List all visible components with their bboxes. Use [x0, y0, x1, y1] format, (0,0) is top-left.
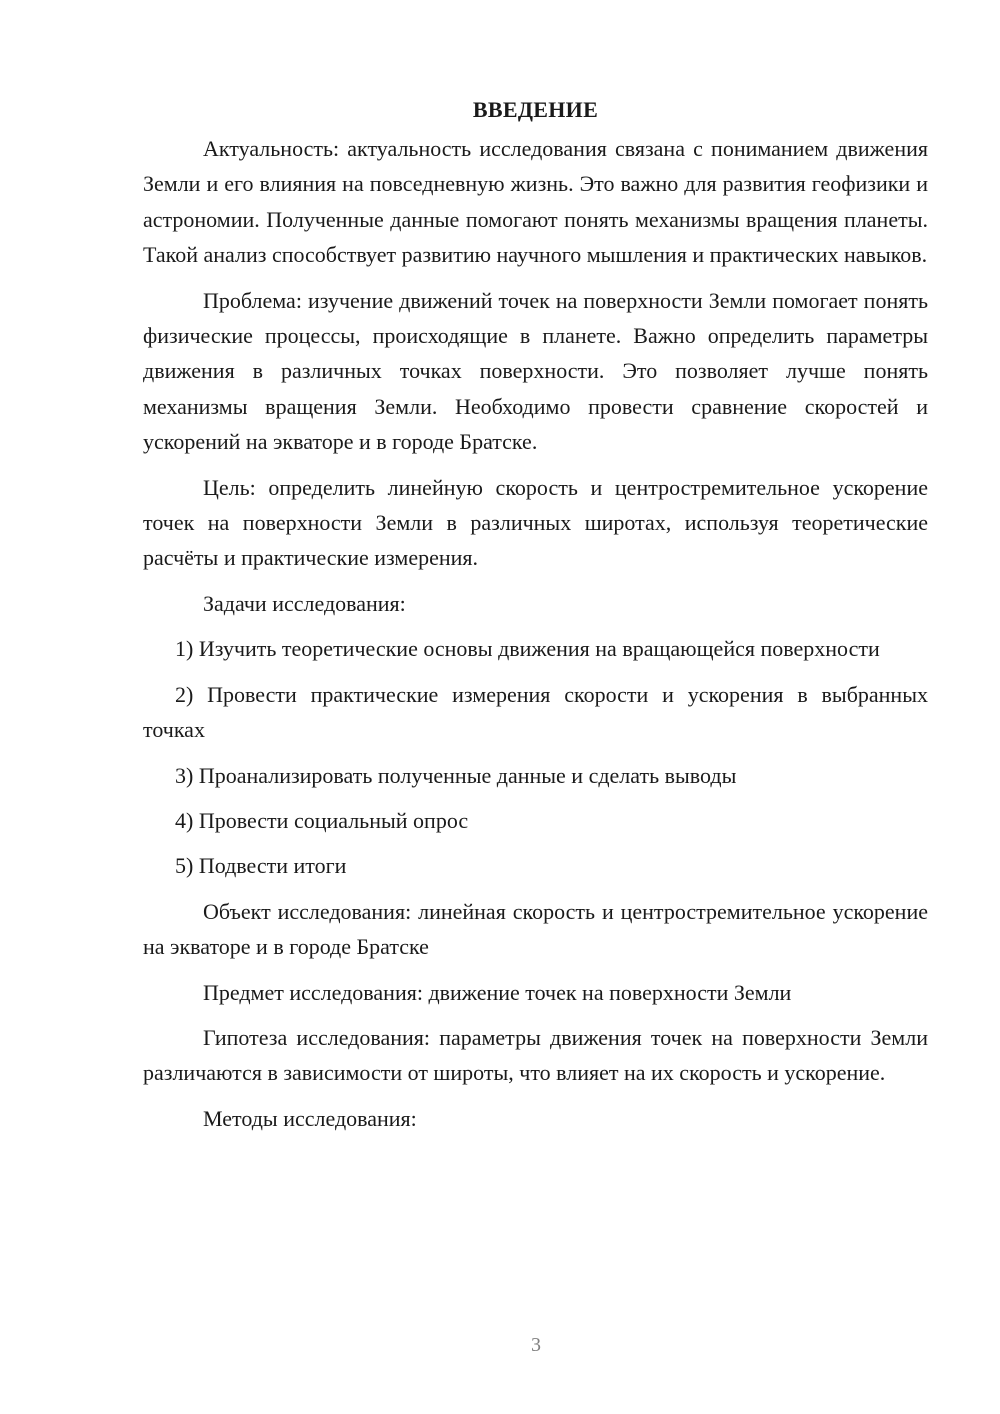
problem-paragraph: Проблема: изучение движений точек на поверхности Земли помогает понять физические процессы, происходящие в планете. Важно определить параметры движения в различных точках поверхности. Это позволяет лучше понять механизмы вращения Земли. Необходимо провести сравнение скоростей и ускорений на экваторе и в городе Братске.: [143, 287, 928, 455]
task-item: 3) Проанализировать полученные данные и сделать выводы: [175, 762, 737, 788]
section-title: ВВЕДЕНИЕ: [472, 97, 599, 122]
task-item: 5) Подвести итоги: [175, 853, 347, 879]
object-paragraph: Объект исследования: линейная скорость и центростремительное ускорение на экваторе и в городе Братске: [143, 898, 928, 960]
goal-paragraph: Цель: определить линейную скорость и центростремительное ускорение точек на поверхности Земли в различных широтах, используя теоретические расчёты и практические измерения.: [143, 474, 928, 571]
page-number: 3: [531, 1334, 541, 1356]
tasks-heading: Задачи исследования:: [203, 590, 406, 616]
subject-paragraph: Предмет исследования: движение точек на поверхности Земли: [203, 979, 792, 1005]
task-item: 2) Провести практические измерения скорости и ускорения в выбранных точках: [143, 681, 928, 743]
task-item: 1) Изучить теоретические основы движения на вращающейся поверхности: [175, 636, 880, 662]
page-content: [143, 92, 928, 1146]
relevance-paragraph: Актуальность: актуальность исследования связана с пониманием движения Земли и его влияния на повседневную жизнь. Это важно для развития геофизики и астрономии. Полученные данные помогают понять механизмы вращения планеты. Такой анализ способствует развитию научного мышления и практических навыков.: [143, 136, 928, 268]
task-item: 4) Провести социальный опрос: [175, 807, 469, 833]
hypothesis-paragraph: Гипотеза исследования: параметры движения точек на поверхности Земли различаются в зависимости от широты, что влияет на их скорость и ускорение.: [143, 1024, 928, 1086]
methods-heading: Методы исследования:: [203, 1105, 417, 1131]
